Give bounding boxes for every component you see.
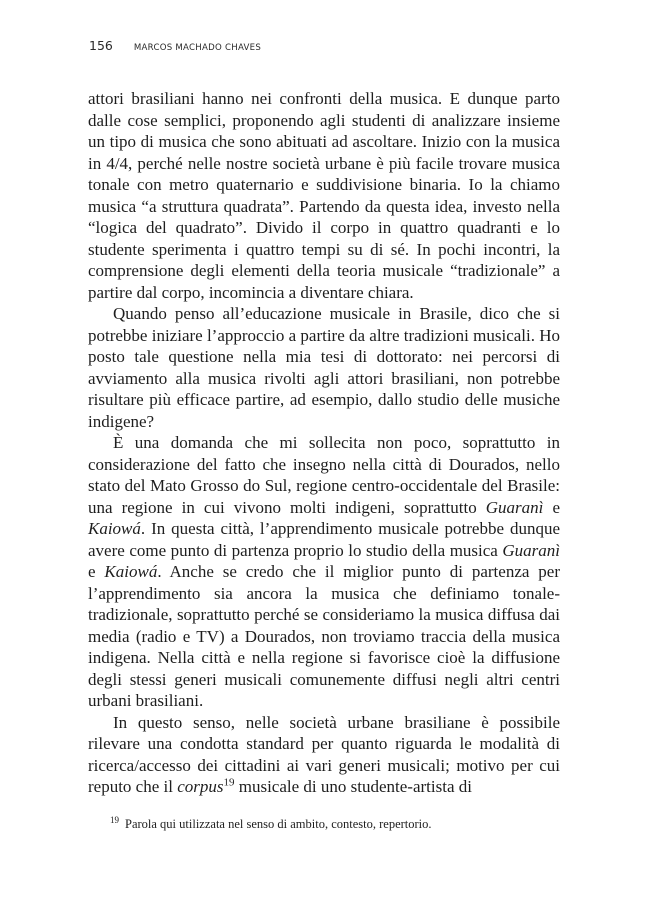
- page-number: 156: [89, 38, 113, 53]
- paragraph-2: Quando penso all’educazione musicale in Brasile, dico che si potrebbe iniziare l’approccio a partire da altre tradizioni musicali. Ho posto tale questione nella mia tesi di dottorato: nei percorsi di avviamento alla musica rivolti agli attori brasiliani, non potrebbe risultare più efficace partire, ad esempio, dallo studio delle musiche indigene?: [88, 304, 561, 431]
- italic-term-corpus: corpus: [177, 777, 224, 796]
- footnote-text: Parola qui utilizzata nel senso di ambito, contesto, repertorio.: [125, 817, 432, 831]
- paragraph-4: [88, 712, 560, 798]
- paragraph-4-text-1: In questo senso, nelle società urbane brasiliane è possibile rilevare una condotta standard per quanto riguarda le modalità di ricerca/accesso dei cittadini ai vari generi musicali; motivo per cui reputo che il: [88, 712, 560, 796]
- paragraph-1: attori brasiliani hanno nei confronti della musica. E dunque parto dalle cose semplici, proponendo agli studenti di analizzare insieme un tipo di musica che sono abituati ad ascoltare. Inizio con la musica in 4/4, perché nelle nostre società urbane è più facile trovare musica tonale con metro quaternario e suddivisione binaria. Io la chiamo musica “a struttura quadrata”. Partendo da questa idea, investo nella “logica del quadrato”. Divido il corpo in quattro quadranti e lo studente sperimenta i quattro tempi su di sé. In pochi incontri, la comprensione degli elementi della teoria musicale “tradizionale” a partire dal corpo, incomincia a diventare chiara.: [88, 89, 560, 302]
- paragraph-3-text-5: . Anche se credo che il miglior punto di partenza per l’apprendimento sia ancora la musica che definiamo tonale-tradizionale, soprattutto perché se consideriamo la musica diffusa dai media (radio e TV) a Dourados, non troviamo traccia della musica indigena. Nella città e nella regione si favorisce cioè la diffusione degli stessi generi musicali comunemente diffusi negli altri centri urbani brasiliani.: [88, 562, 560, 710]
- body-text: [88, 88, 560, 798]
- paragraph-3-text-4: e: [88, 562, 105, 581]
- paragraph-4-text-2: musicale di uno studente-artista di: [234, 777, 472, 796]
- italic-term-guarani-2: Guaranì: [502, 540, 560, 560]
- footnote-reference[interactable]: 19: [223, 776, 235, 789]
- italic-term-kaiowa-2: Kaiowá: [104, 562, 158, 581]
- paragraph-3: [88, 432, 560, 712]
- italic-term-kaiowa: Kaiowá: [88, 519, 141, 538]
- running-head: [89, 38, 261, 53]
- paragraph-3-text-3: . In questa città, l’apprendimento musicale potrebbe dunque avere come punto di partenza proprio lo studio della musica: [88, 519, 560, 560]
- paragraph-3-text-2: e: [543, 497, 561, 517]
- italic-term-guarani: Guaranì: [485, 497, 544, 517]
- footnote-marker: 19: [110, 814, 119, 825]
- footnote: [110, 816, 560, 832]
- paragraph-3-text-1: È una domanda che mi sollecita non poco, soprattutto in considerazione del fatto che insegno nella città di Dourados, nello stato del Mato Grosso do Sul, regione centro-occidentale del Brasile: una regione in cui vivono molti indigeni, soprattutto: [88, 433, 560, 517]
- running-head-author: MARCOS MACHADO CHAVES: [133, 43, 262, 53]
